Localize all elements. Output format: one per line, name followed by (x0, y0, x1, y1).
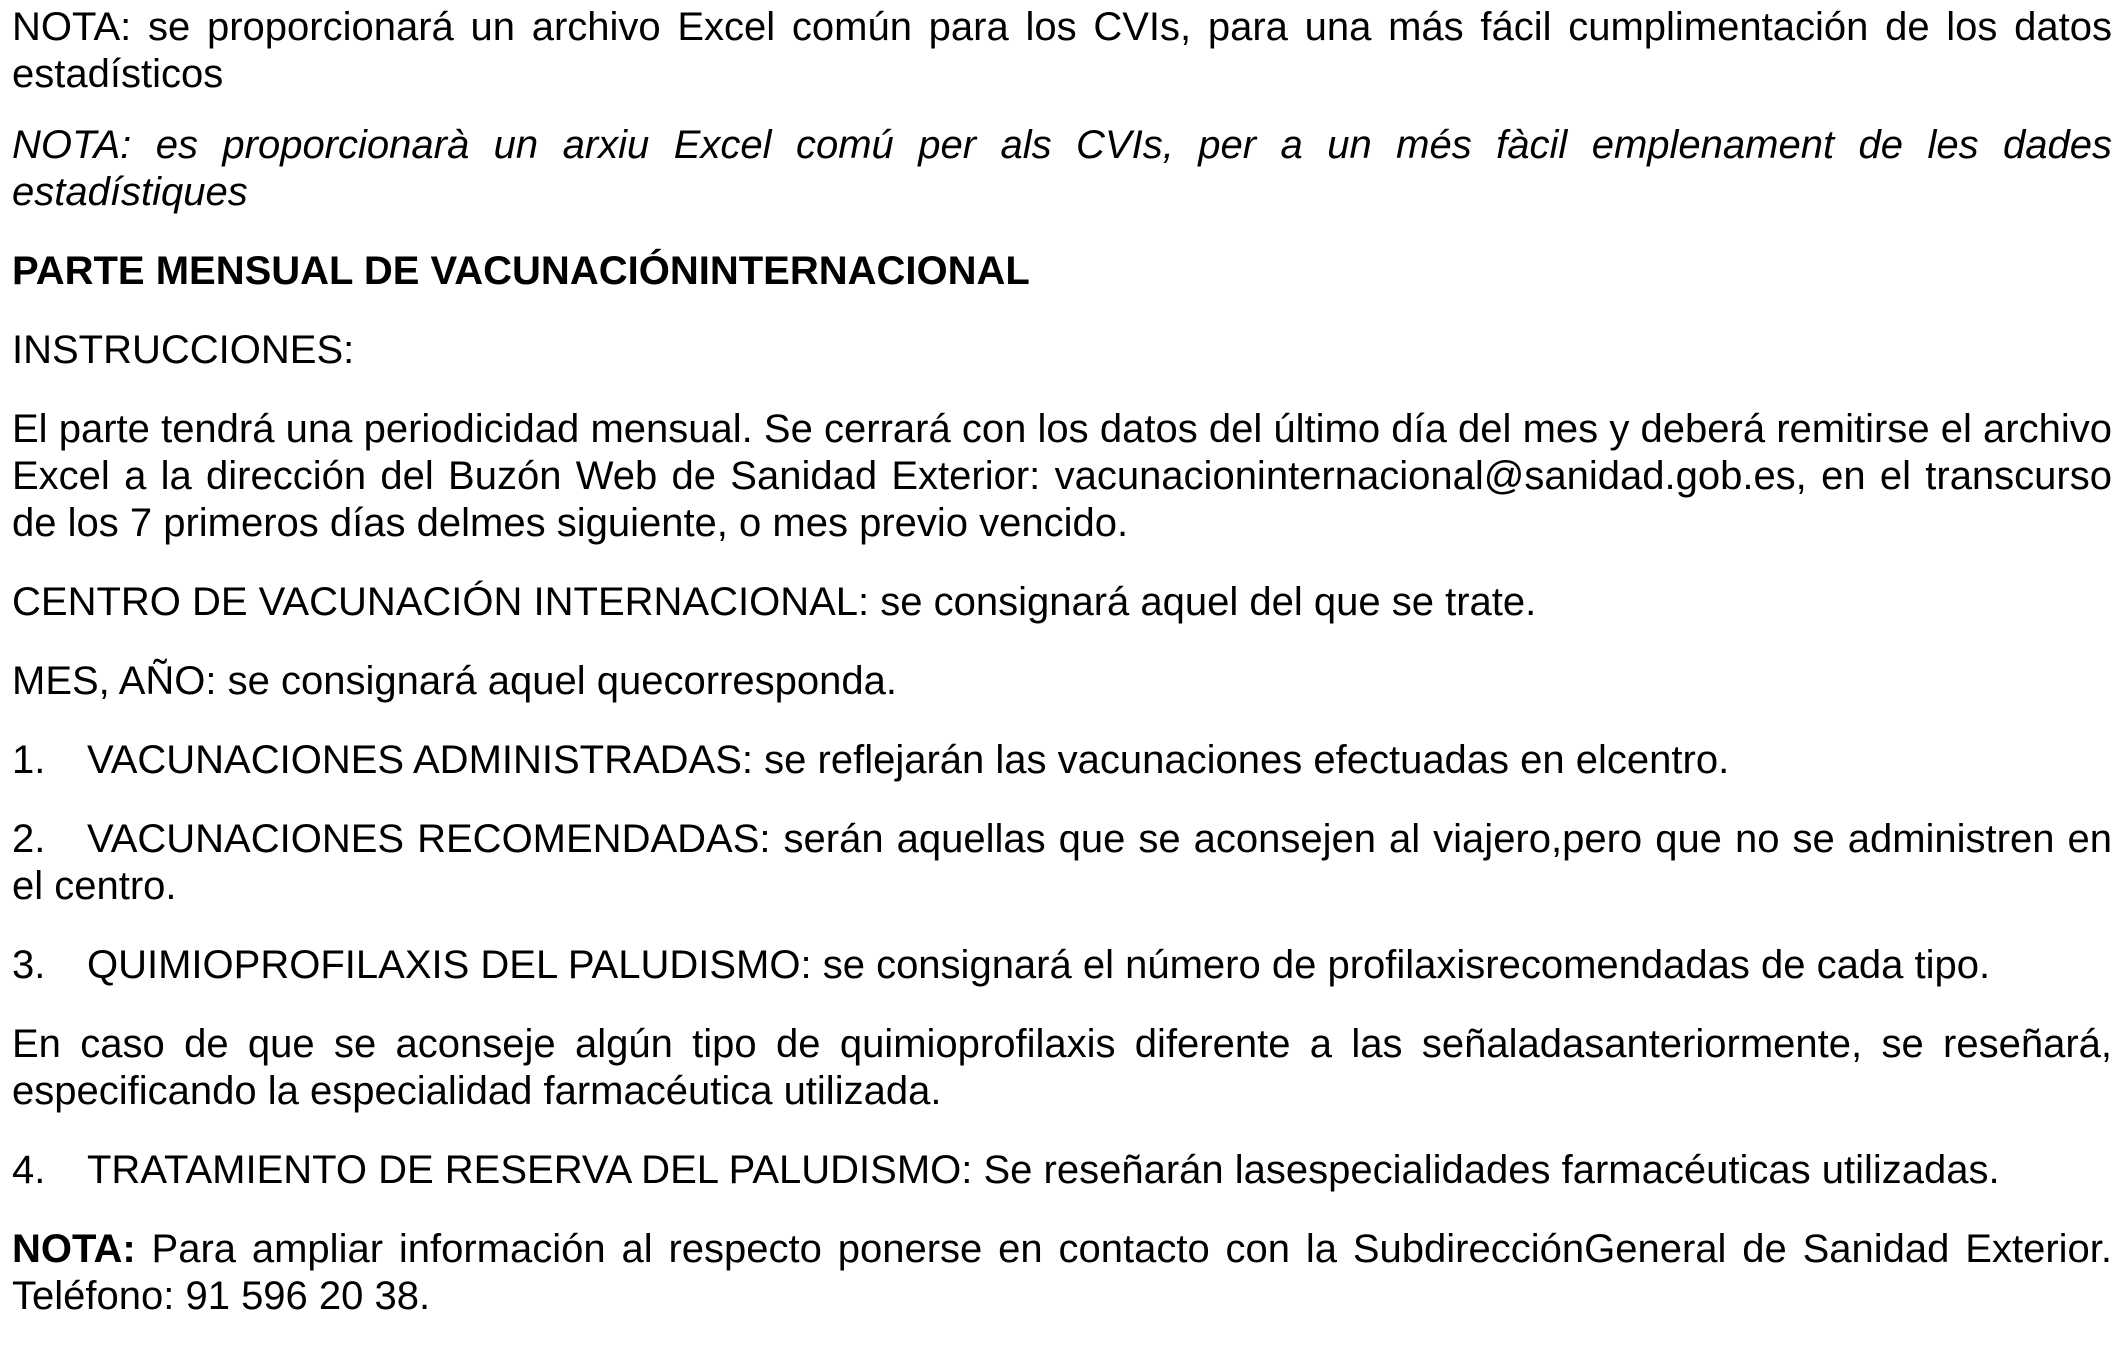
periodicity-paragraph: El parte tendrá una periodicidad mensual. Se cerrará con los datos del último día del mes y deberá remitirse el archivo Excel a la dirección del Buzón Web de Sanidad Exterior: vacunacioninternacional@sanidad.gob.es, en el transcurso de los 7 primeros días delmes siguiente, o mes previo vencido. (12, 407, 2112, 545)
list-item-2 (12, 816, 2112, 910)
list-item-text: VACUNACIONES RECOMENDADAS: serán aquellas que se aconsejen al viajero,pero que no se administren en el centro. (12, 817, 2112, 908)
other-prophylaxis-paragraph: En caso de que se aconseje algún tipo de quimioprofilaxis diferente a las señaladasanteriormente, se reseñará, especificando la especialidad farmacéutica utilizada. (12, 1022, 2112, 1113)
list-item-number: 4. (12, 1148, 46, 1192)
list-item-3 (12, 942, 2112, 989)
instructions-heading: INSTRUCCIONES: (12, 328, 355, 372)
list-item-number: 1. (12, 738, 46, 782)
list-item-number: 3. (12, 943, 46, 987)
document-page (12, 4, 2112, 1320)
list-item-1 (12, 737, 2112, 784)
list-item-text: VACUNACIONES ADMINISTRADAS: se reflejarán las vacunaciones efectuadas en elcentro. (87, 738, 1730, 782)
list-item-text: TRATAMIENTO DE RESERVA DEL PALUDISMO: Se reseñarán lasespecialidades farmacéuticas utilizadas. (87, 1148, 2000, 1192)
centro-paragraph: CENTRO DE VACUNACIÓN INTERNACIONAL: se consignará aquel del que se trate. (12, 580, 1537, 624)
final-note-label: NOTA: (12, 1227, 136, 1271)
note-spanish: NOTA: se proporcionará un archivo Excel común para los CVIs, para una más fácil cumplimentación de los datos estadísticos (12, 5, 2112, 96)
final-note (12, 1226, 2112, 1320)
document-title: PARTE MENSUAL DE VACUNACIÓNINTERNACIONAL (12, 249, 1030, 293)
list-item-4 (12, 1147, 2112, 1194)
mes-anio-paragraph: MES, AÑO: se consignará aquel quecorresponda. (12, 659, 897, 703)
list-item-text: QUIMIOPROFILAXIS DEL PALUDISMO: se consignará el número de profilaxisrecomendadas de cada tipo. (87, 943, 1991, 987)
final-note-text: Para ampliar información al respecto ponerse en contacto con la SubdirecciónGeneral de Sanidad Exterior. Teléfono: 91 596 20 38. (12, 1227, 2112, 1318)
list-item-number: 2. (12, 817, 46, 861)
note-catalan: NOTA: es proporcionarà un arxiu Excel comú per als CVIs, per a un més fàcil emplenament de les dades estadístiques (12, 123, 2112, 214)
